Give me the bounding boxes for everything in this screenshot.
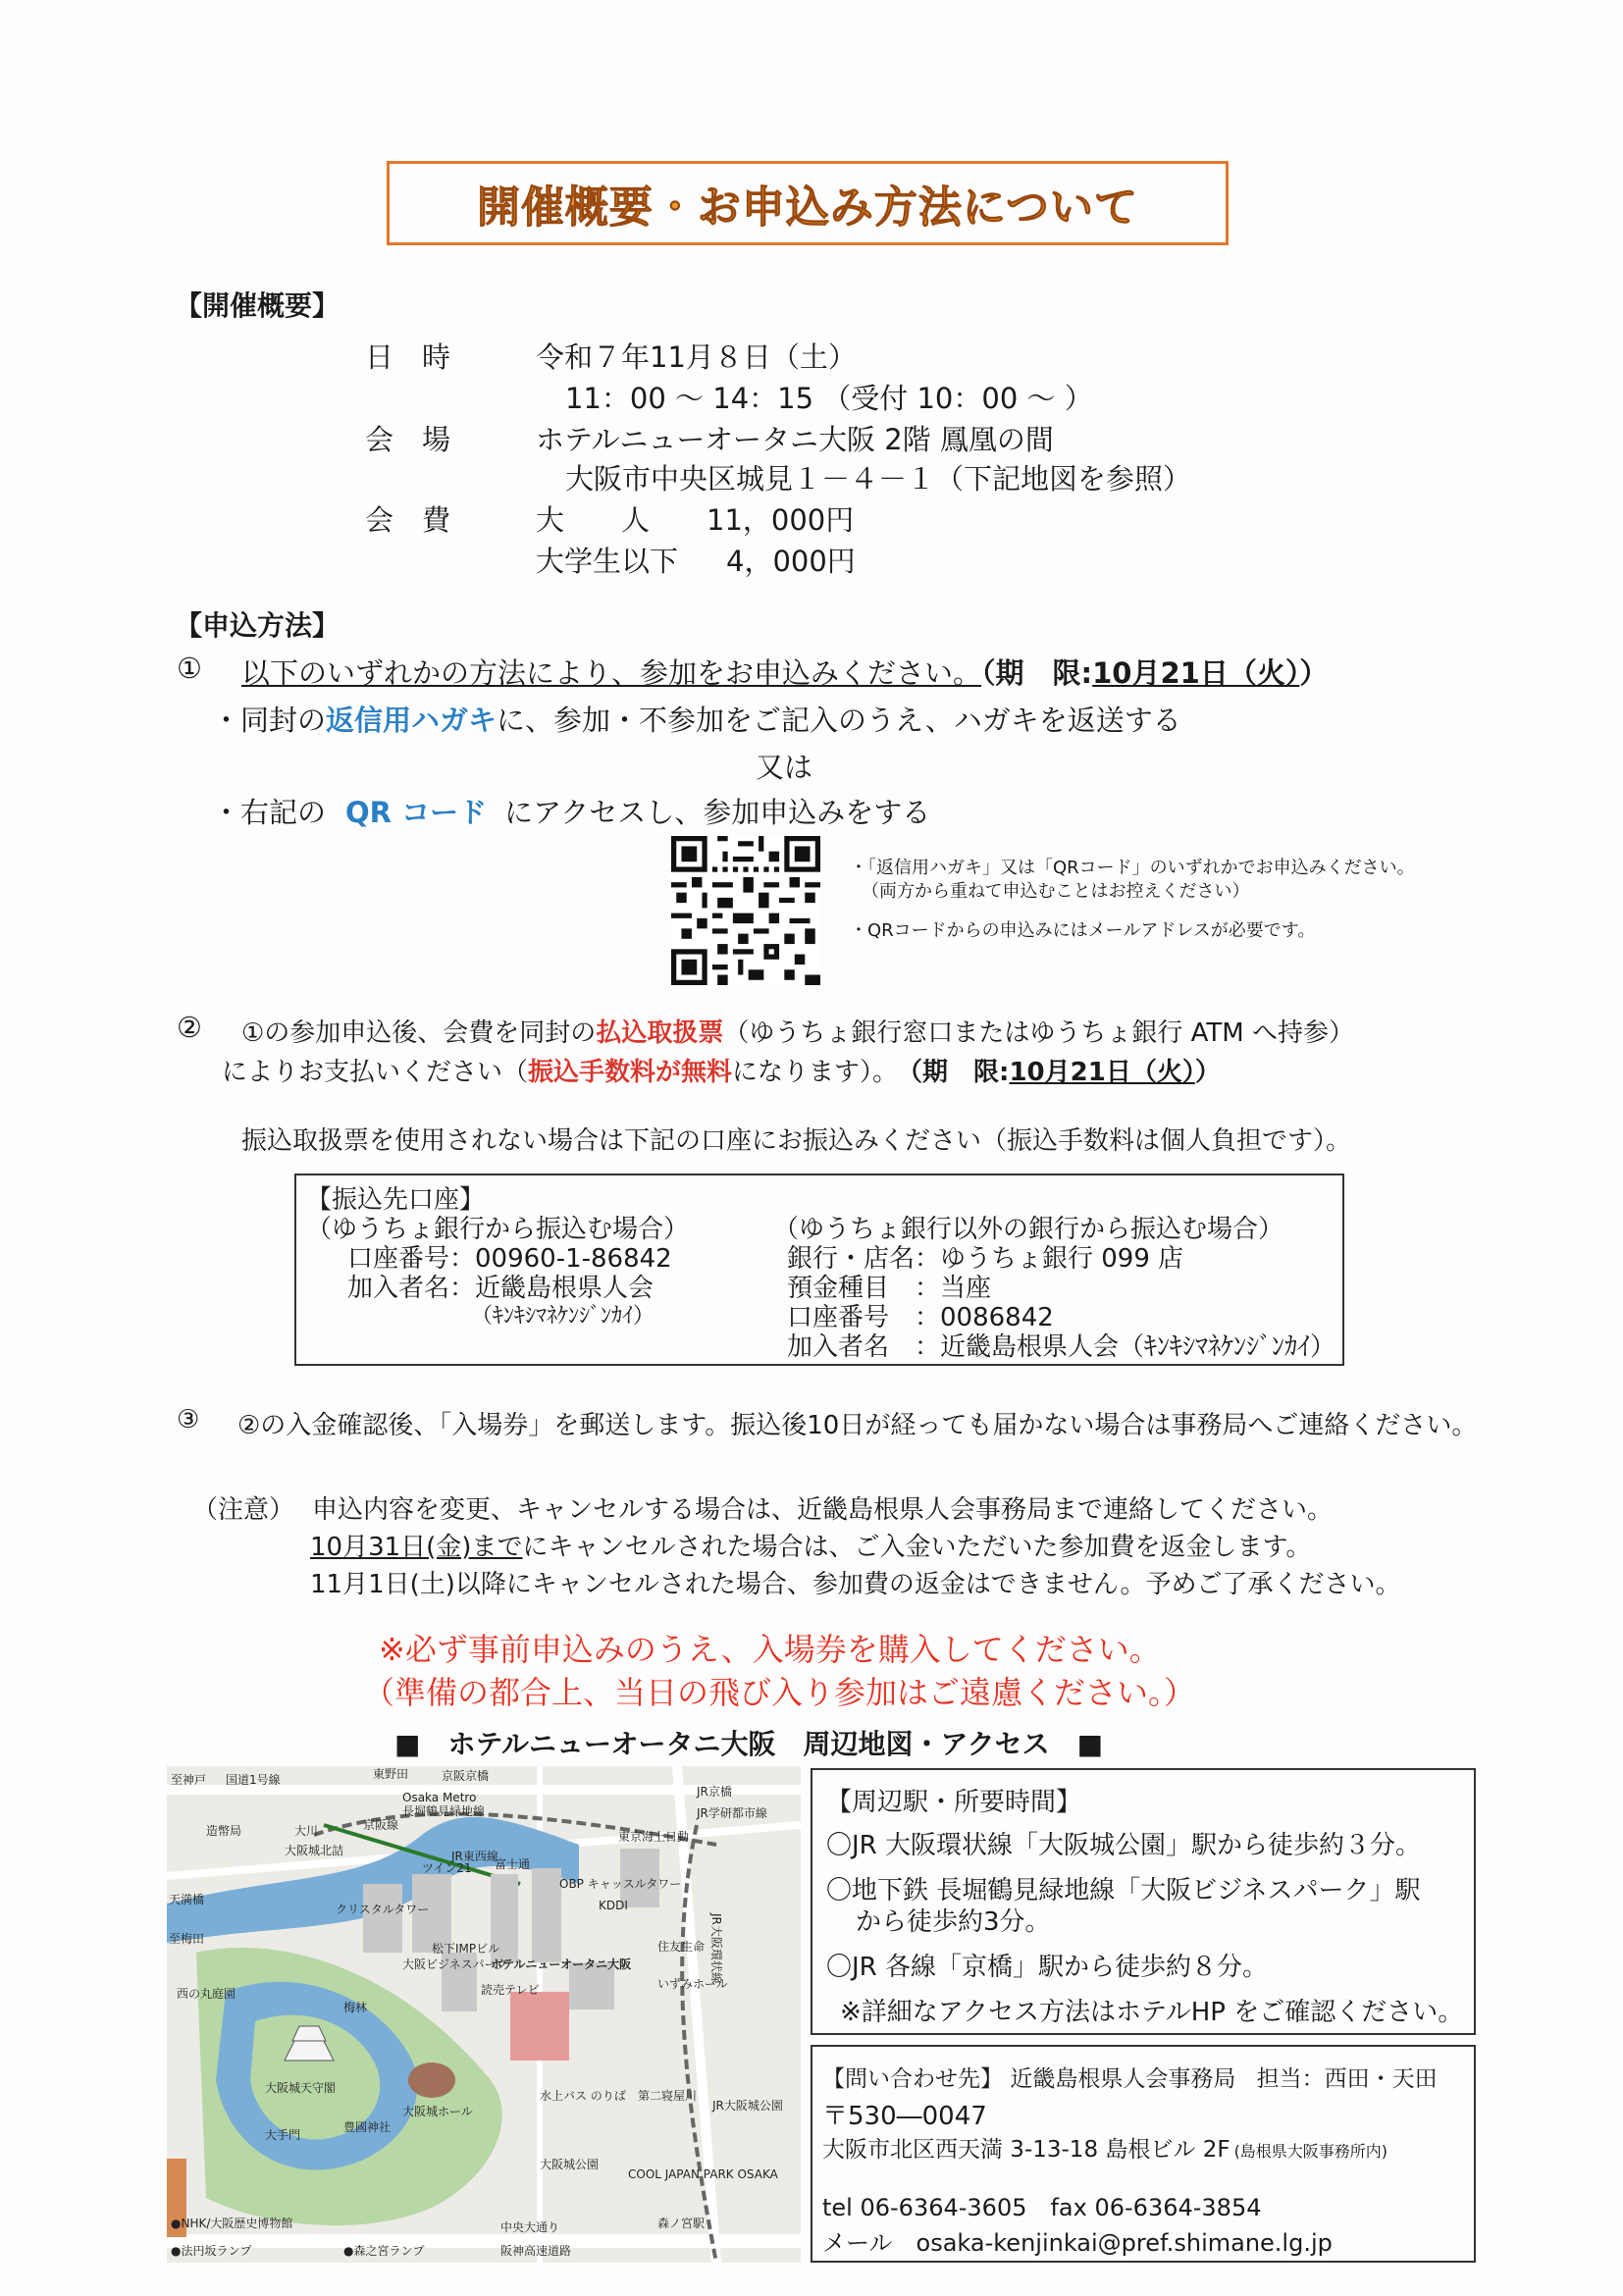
step2-line2-emph: 振込手数料が無料 [528, 1058, 733, 1087]
account-left-name: 加入者名：近畿島根県人会 [347, 1274, 654, 1303]
map-label-ytv: 読売テレビ [481, 1983, 540, 1997]
account-right-name: 加入者名 ：近畿島根県人会（ｷﾝｷｼﾏﾈｹﾝｼﾞﾝｶｲ） [787, 1332, 1336, 1362]
step2-line2-a: によりお支払いください（ [222, 1058, 529, 1087]
step1-number: ① [177, 652, 202, 685]
step1-deadline-label: （期 限: [981, 656, 1093, 690]
account-right-type: 預金種目 ：当座 [787, 1274, 992, 1303]
step3-number: ③ [177, 1405, 200, 1435]
fee-student-label: 大学生以下 [536, 545, 679, 578]
map-label-loop: JR大阪環状線 [709, 1913, 723, 1984]
contact-tel: tel 06-6364-3605 fax 06-6364-3854 [822, 2194, 1262, 2221]
step2-line1 [241, 1013, 1354, 1049]
map-label-ogawa: 造幣局 [206, 1824, 242, 1838]
map-label-jr-koen: JR大阪城公園 [712, 2099, 783, 2113]
map-label-hall: 大阪城ホール [402, 2105, 473, 2118]
page-title-box [387, 161, 1229, 245]
qr-note-1: ・「返信用ハガキ」又は「QRコード」のいずれかでお申込みください。 [850, 858, 1415, 878]
notice-label: （注意） [192, 1495, 295, 1525]
map-label-castle: 大阪城天守閣 [265, 2081, 337, 2095]
map-label-osakajo-kita: 大阪城北詰 [285, 1844, 344, 1857]
step1-line [241, 652, 1328, 692]
map-label-crystal: クリスタルタワー [336, 1903, 430, 1916]
map-label-hokoku: 豊國神社 [343, 2120, 392, 2134]
contact-address-line [822, 2131, 1387, 2164]
access-item-1: 〇JR 大阪環状線「大阪城公園」駅から徒歩約３分。 [826, 1831, 1421, 1860]
map-label-jr-kyobashi: JR京橋 [697, 1785, 732, 1799]
map-label-izumi: いずみホール [657, 1977, 728, 1991]
step2-line1-a: ①の参加申込後、会費を同封の [241, 1018, 597, 1048]
map-label-tozai: JR東西線 [451, 1850, 498, 1863]
venue-label: 会 場 [365, 423, 451, 456]
contact-staff: 担当：西田・天田 [1256, 2066, 1438, 2092]
venue-address: 大阪市中央区城見１－４－１（下記地図を参照） [565, 462, 1192, 496]
step2-number: ② [177, 1011, 202, 1044]
access-item-2a: 〇地下鉄 長堀鶴見緑地線「大阪ビジネスパーク」駅 [826, 1876, 1421, 1905]
notice-line2-underlined: 10月31日(金)まで [310, 1533, 523, 1562]
fee-adult-label: 大 人 [536, 503, 651, 537]
area-map[interactable] [167, 1766, 801, 2263]
overview-heading: 【開催概要】 [175, 289, 340, 322]
access-item-2b: から徒歩約3分。 [856, 1907, 1051, 1937]
account-left-title: （ゆうちょ銀行から振込む場合） [306, 1215, 690, 1244]
contact-label: 【問い合わせ先】 [822, 2066, 1003, 2092]
venue-value: ホテルニューオータニ大阪 2階 鳳凰の間 [536, 423, 1054, 456]
map-label-osaka-metro: Osaka Metro [402, 1791, 477, 1804]
contact-address-note: (島根県大阪事務所内) [1233, 2142, 1388, 2161]
option-postcard-prefix: ・同封の [212, 704, 327, 737]
notice-line2-rest: にキャンセルされた場合は、ご入金いただいた参加費を返金します。 [522, 1533, 1312, 1562]
page-title: 開催概要・お申込み方法について [476, 183, 1139, 233]
account-right-title: （ゆうちょ銀行以外の銀行から振込む場合） [773, 1215, 1284, 1244]
step2-deadline-label: （期 限: [910, 1058, 1010, 1087]
map-label-kokudo: 国道1号線 [226, 1773, 281, 1787]
step1-deadline-close: ） [1299, 656, 1329, 690]
option-qr-emph: QR コード [345, 796, 488, 829]
map-label-otemon: 大手門 [265, 2128, 301, 2142]
map-label-obp: OBP キャッスルタワー [559, 1877, 682, 1891]
map-label-fujitsu: 富士通 [495, 1857, 531, 1871]
fee-student-value: 4，000円 [726, 545, 856, 578]
map-label-keihan: 京阪線 [363, 1818, 399, 1832]
map-heading: ■ ホテルニューオータニ大阪 周辺地図・アクセス ■ [394, 1728, 1104, 1760]
option-postcard [212, 699, 1181, 739]
option-postcard-suffix: に、参加・不参加をご記入のうえ、ハガキを返送する [497, 704, 1181, 737]
contact-mail[interactable]: メール osaka-kenjinkai@pref.shimane.lg.jp [822, 2229, 1333, 2257]
contact-org: 近畿島根県人会事務局 [1010, 2066, 1236, 2092]
step1-text: 以下のいずれかの方法により、参加をお申込みください。 [241, 656, 982, 690]
contact-address: 大阪市北区西天満 3-13-18 島根ビル 2F [822, 2137, 1230, 2163]
contact-postal: 〒530―0047 [822, 2102, 987, 2131]
map-label-gakken: JR学研都市線 [697, 1806, 767, 1820]
account-right-bank: 銀行・店名：ゆうちょ銀行 099 店 [787, 1244, 1184, 1274]
option-postcard-emph: 返信用ハガキ [326, 704, 497, 737]
qr-note-1-sub: （両方から重ねて申込むことはお控えください） [862, 881, 1250, 902]
map-label-matsushita: 松下IMPビル [432, 1942, 500, 1956]
account-box [294, 1174, 1344, 1366]
contact-line1 [822, 2061, 1438, 2093]
option-qr [212, 791, 930, 831]
access-box [811, 1768, 1476, 2035]
step2-line1-b: （ゆうちょ銀行窓口またはゆうちょ銀行 ATM へ持参） [723, 1018, 1354, 1048]
map-label-twin21: ツイン21 [422, 1861, 472, 1875]
account-left-number: 口座番号：00960-1-86842 [347, 1244, 672, 1274]
map-label-nhk: ●NHK/大阪歴史博物館 [171, 2217, 293, 2230]
map-label-tokio: 東京海上日動 [618, 1830, 690, 1844]
map-label-obp-park: 大阪ビジネスパーク [402, 1957, 508, 1971]
step2-deadline: 10月21日（火） [1009, 1058, 1195, 1087]
map-label-suijo: 水上バス のりば [540, 2089, 626, 2103]
map-label-temma: 天満橋 [169, 1893, 205, 1906]
account-heading: 【振込先口座】 [306, 1185, 486, 1215]
warning-line2: （準備の都合上、当日の飛び入り参加はご遠慮ください。） [363, 1674, 1196, 1711]
step2-note: 振込取扱票を使用されない場合は下記の口座にお振込みください（振込手数料は個人負担です）。 [241, 1126, 1352, 1156]
or-text: 又は [756, 751, 813, 784]
map-label-toyo: 東野田 [373, 1767, 409, 1781]
step1-deadline: 10月21日（火） [1092, 656, 1300, 690]
step3-text: ②の入金確認後、「入場券」を郵送します。振込後10日が経っても届かない場合は事務局へご連絡ください。 [237, 1411, 1478, 1440]
date-label: 日 時 [365, 340, 451, 374]
qr-note-2: ・QRコードからの申込みにはメールアドレスが必要です。 [850, 920, 1316, 941]
map-label-nishinomaru: 西の丸庭園 [177, 1987, 236, 2001]
contact-box [811, 2045, 1476, 2263]
map-label-hanshin: 阪神高速道路 [500, 2244, 572, 2258]
option-qr-prefix: ・右記の [212, 796, 327, 829]
account-left-kana: （ｷﾝｷｼﾏﾈｹﾝｼﾞﾝｶｲ） [471, 1304, 655, 1329]
fee-adult-value: 11，000円 [707, 503, 855, 537]
map-label-kddi: KDDI [599, 1899, 628, 1912]
map-label-daisen: 大川 [294, 1824, 319, 1838]
notice-line1: 申込内容を変更、キャンセルする場合は、近畿島根県人会事務局まで連絡してください。 [312, 1495, 1334, 1525]
map-label-tenjinbashi: 至神戸 [171, 1773, 207, 1787]
qr-code[interactable] [671, 836, 820, 985]
access-item-3: 〇JR 各線「京橋」駅から徒歩約８分。 [826, 1953, 1268, 1982]
access-note: ※詳細なアクセス方法はホテルHP をご確認ください。 [840, 1998, 1464, 2027]
notice-line3: 11月1日(土)以降にキャンセルされた場合、参加費の返金はできません。予めご了承ください。 [310, 1570, 1401, 1599]
map-label-hotel: ホテルニューオータニ大阪 [491, 1957, 632, 1971]
map-label-umeda: 至梅田 [169, 1932, 205, 1946]
map-label-sumitomo: 住友生命 [657, 1940, 706, 1954]
map-label-daini: 第二寝屋川 [638, 2089, 698, 2103]
map-label-baien: 梅林 [343, 2001, 368, 2014]
step2-line2-b: になります）。 [732, 1058, 899, 1087]
map-label-chuo: 中央大通り [500, 2220, 560, 2234]
access-heading: 【周辺駅・所要時間】 [826, 1788, 1082, 1817]
map-label-tsurumi: 長堀鶴見緑地線 [402, 1804, 486, 1818]
time-value: 11：00 ～ 14：15 （受付 10：00 ～ ） [565, 382, 1093, 415]
apply-heading: 【申込方法】 [175, 609, 340, 642]
option-qr-suffix: にアクセスし、参加申込みをする [504, 796, 931, 829]
step2-line1-emph: 払込取扱票 [596, 1018, 724, 1048]
date-value: 令和７年11月８日（土） [536, 340, 857, 374]
map-label-koen: 大阪城公園 [540, 2158, 600, 2171]
map-label-morinomiya-ramp: ●森之宮ランプ [343, 2244, 425, 2258]
map-label-hoenzaka: ●法円坂ランプ [171, 2244, 252, 2258]
map-label-kyobashi: 京阪京橋 [442, 1769, 490, 1783]
notice-line2 [310, 1527, 1311, 1563]
fee-label: 会 費 [365, 503, 451, 537]
step2-line2 [222, 1052, 1221, 1088]
step2-deadline-close: ） [1194, 1058, 1221, 1087]
area-map-svg [167, 1766, 801, 2263]
map-label-coolpark: COOL JAPAN PARK OSAKA [628, 2167, 778, 2181]
account-right-number: 口座番号 ：0086842 [787, 1303, 1054, 1332]
map-label-morinomiya: 森ノ宮駅 [657, 2217, 706, 2230]
warning-line1: ※必ず事前申込みのうえ、入場券を購入してください。 [379, 1631, 1161, 1668]
